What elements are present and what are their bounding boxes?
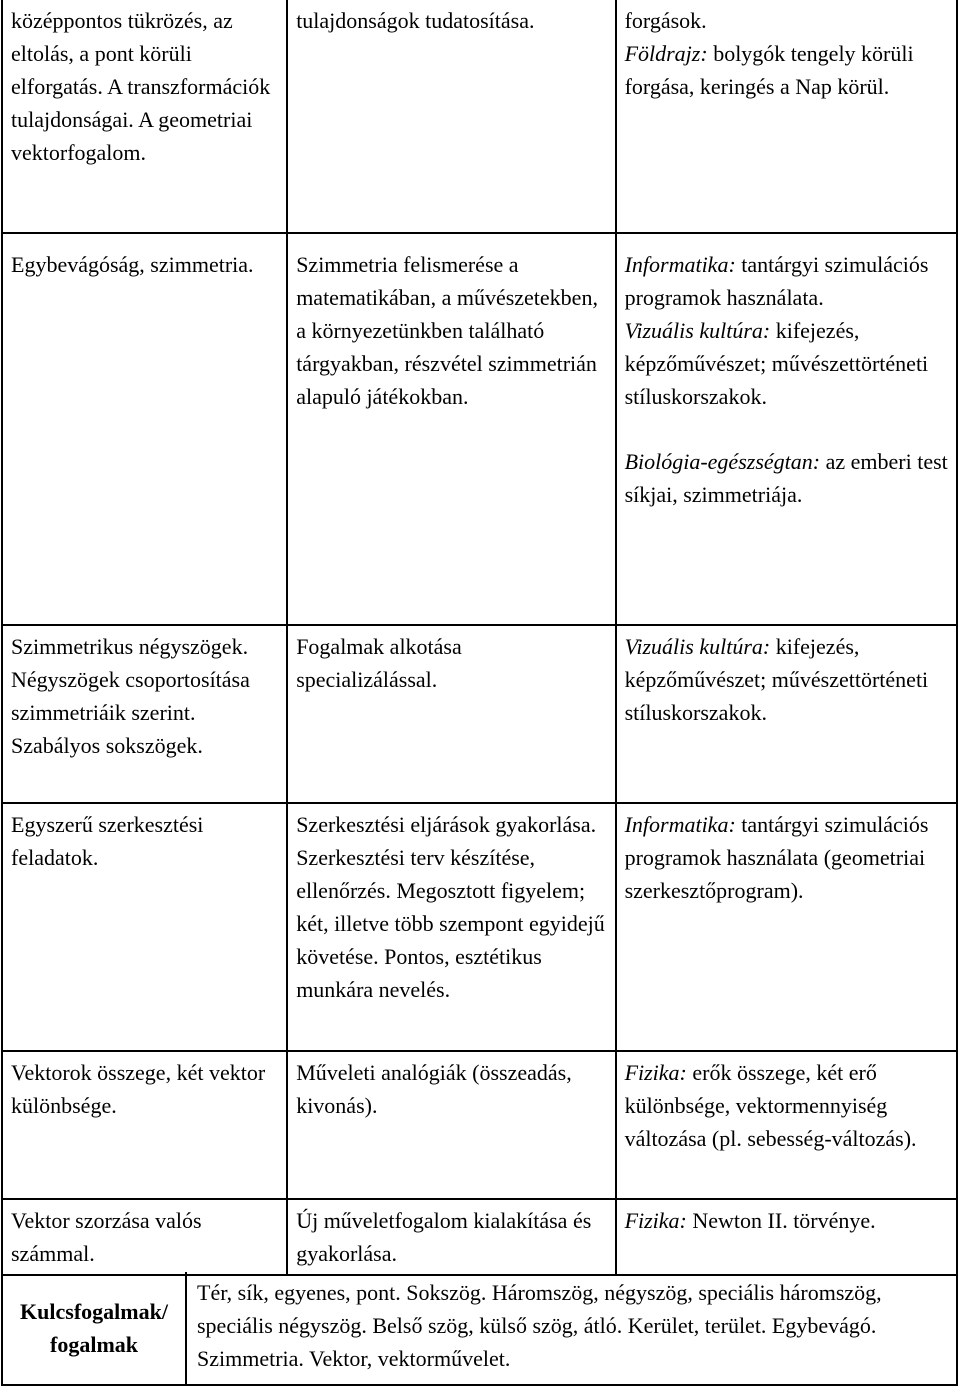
connection-item — [625, 445, 948, 511]
development-cell: Műveleti analógiák (összeadás, kivonás). — [287, 1051, 615, 1199]
connections-cell — [616, 1199, 957, 1275]
connection-item — [625, 630, 948, 729]
table-row — [2, 1051, 957, 1199]
connections-cell — [616, 0, 957, 233]
connection-item — [625, 37, 948, 103]
connections-cell — [616, 625, 957, 803]
connection-text: kifejezés, képzőművészet; művészettörténeti stíluskorszakok. — [624, 318, 929, 409]
subject-label: Informatika: — [624, 812, 736, 837]
topic-cell: Vektorok összege, két vektor különbsége. — [2, 1051, 287, 1199]
development-cell: Szerkesztési eljárások gyakorlása. Szerkesztési terv készítése, ellenőrzés. Megosztott figyelem; két, illetve több szempont egyidejű követése. Pontos, esztétikus munkára nevelés. — [287, 803, 615, 1051]
topic-cell: Vektor szorzása valós számmal. — [2, 1199, 287, 1275]
subject-label: Fizika: — [624, 1208, 687, 1233]
connection-text: az emberi test síkjai, szimmetriája. — [624, 449, 948, 507]
keywords-text: Tér, sík, egyenes, pont. Sokszög. Háromszög, négyszög, speciális háromszög, speciális négyszög. Belső szög, külső szög, átló. Kerület, terület. Egybevágó. Szimmetria. Vektor, vektorművelet. — [186, 1272, 957, 1385]
connections-cell — [616, 1051, 957, 1199]
table-row — [2, 803, 957, 1051]
keywords-table — [1, 1272, 958, 1386]
connection-item — [625, 1056, 948, 1155]
subject-label: Fizika: — [624, 1060, 687, 1085]
subject-label: Vizuális kultúra: — [624, 318, 771, 343]
development-cell: tulajdonságok tudatosítása. — [287, 0, 615, 233]
table-row — [2, 0, 957, 233]
development-cell: Szimmetria felismerése a matematikában, a művészetekben, a környezetünkben található tárgyakban, részvétel szimmetrián alapuló játékokban. — [287, 233, 615, 625]
table-row — [2, 1199, 957, 1275]
subject-label: Informatika: — [624, 252, 736, 277]
connection-text: Newton II. törvénye. — [686, 1208, 876, 1233]
connection-item — [625, 808, 948, 907]
table-row — [2, 1272, 957, 1385]
connections-cell — [616, 803, 957, 1051]
topic-cell: Szimmetrikus négyszögek. Négyszögek csoportosítása szimmetriáik szerint. Szabályos sokszögek. — [2, 625, 287, 803]
table-row — [2, 625, 957, 803]
keywords-label: Kulcsfogalmak/ fogalmak — [2, 1272, 186, 1385]
subject-label: Biológia-egészségtan: — [624, 449, 821, 474]
development-cell: Fogalmak alkotása specializálással. — [287, 625, 615, 803]
connection-text: erők összege, két erő különbsége, vektormennyiség változása (pl. sebesség-változás). — [624, 1060, 917, 1151]
connection-text: tantárgyi szimulációs programok használata. — [624, 252, 929, 310]
connections-cell — [616, 233, 957, 625]
subject-label: Vizuális kultúra: — [624, 634, 771, 659]
connection-item — [625, 248, 948, 314]
connection-text: forgások. — [624, 8, 707, 33]
topic-cell: Egyszerű szerkesztési feladatok. — [2, 803, 287, 1051]
connection-text: bolygók tengely körüli forgása, keringés a Nap körül. — [624, 41, 914, 99]
table-row — [2, 233, 957, 625]
topic-cell: Egybevágóság, szimmetria. — [2, 233, 287, 625]
connection-item — [625, 1204, 948, 1237]
topic-cell: középpontos tükrözés, az eltolás, a pont körüli elforgatás. A transzformációk tulajdonságai. A geometriai vektorfogalom. — [2, 0, 287, 233]
subject-label: Földrajz: — [624, 41, 708, 66]
connection-text: kifejezés, képzőművészet; művészettörténeti stíluskorszakok. — [624, 634, 929, 725]
curriculum-table — [1, 0, 958, 1276]
connection-item — [625, 4, 948, 37]
development-cell: Új műveletfogalom kialakítása és gyakorlása. — [287, 1199, 615, 1275]
connection-item — [625, 314, 948, 413]
connection-text: tantárgyi szimulációs programok használata (geometriai szerkesztőprogram). — [624, 812, 929, 903]
